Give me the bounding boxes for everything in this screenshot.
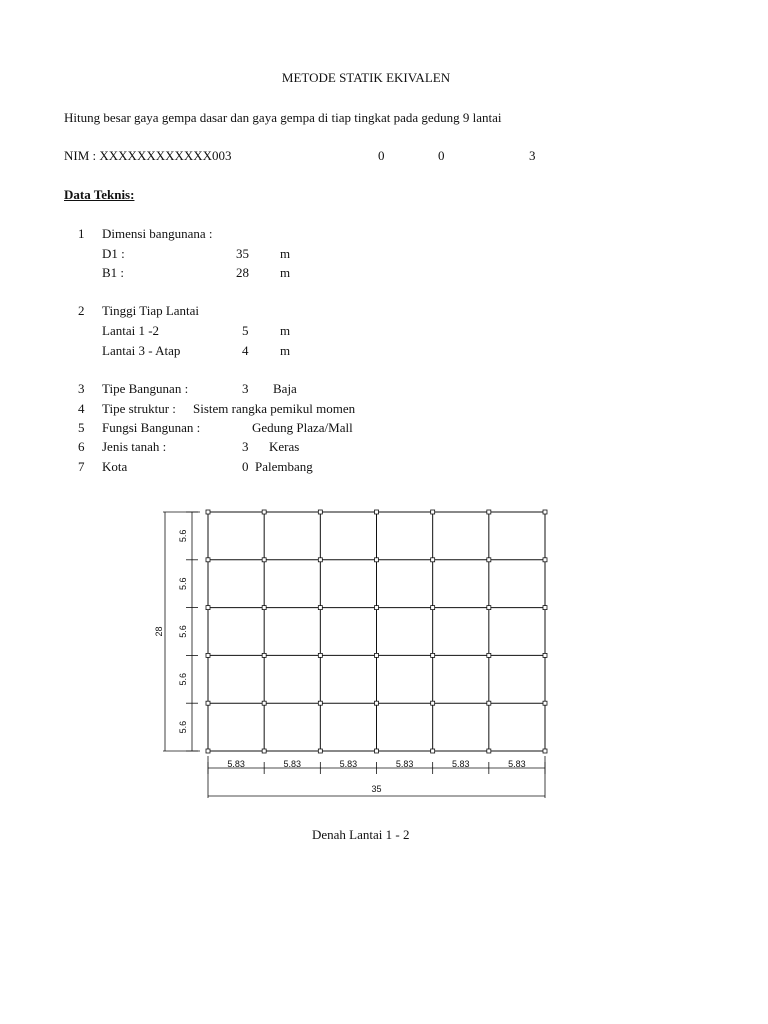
column-node	[206, 558, 210, 562]
column-node	[431, 510, 435, 514]
column-node	[375, 653, 379, 657]
item-number: 1	[78, 226, 85, 241]
column-node	[543, 606, 547, 610]
item-number: 7	[78, 459, 85, 474]
nim-label: NIM : XXXXXXXXXXXX003	[64, 148, 232, 163]
lantai-1-2-unit: m	[280, 323, 291, 338]
nim-digit-3: 3	[529, 148, 536, 163]
column-node	[543, 558, 547, 562]
column-node	[318, 558, 322, 562]
column-node	[318, 510, 322, 514]
column-node	[206, 653, 210, 657]
column-node	[375, 510, 379, 514]
lantai-1-2-label: Lantai 1 -2	[102, 323, 160, 338]
intro-text: Hitung besar gaya gempa dasar dan gaya gempa di tiap tingkat pada gedung 9 lantai	[64, 110, 502, 125]
item-number: 4	[78, 401, 85, 416]
section-heading: Data Teknis:	[64, 187, 135, 202]
column-node	[206, 606, 210, 610]
floor-plan-caption: Denah Lantai 1 - 2	[312, 827, 410, 842]
item-label: Dimensi bangunana :	[102, 226, 213, 241]
bay-width-label: 5.83	[508, 759, 526, 769]
column-node	[375, 606, 379, 610]
bay-width-label: 5.83	[395, 759, 414, 769]
item-label: Kota	[102, 459, 128, 474]
column-node	[262, 558, 266, 562]
d1-unit: m	[280, 246, 291, 261]
item-number: 6	[78, 439, 85, 454]
lantai-1-2-value: 5	[242, 323, 249, 338]
column-node	[375, 749, 379, 753]
item-description: Baja	[273, 381, 297, 396]
column-node	[487, 510, 491, 514]
d1-value: 35	[236, 246, 249, 261]
column-node	[262, 749, 266, 753]
column-node	[262, 701, 266, 705]
document-title: METODE STATIK EKIVALEN	[281, 70, 451, 85]
column-node	[262, 653, 266, 657]
bay-width-label: 5.83	[451, 759, 470, 769]
column-node	[206, 749, 210, 753]
b1-label: B1 :	[102, 265, 125, 280]
column-node	[318, 653, 322, 657]
bay-height-label: 5.6	[178, 673, 188, 686]
column-node	[375, 701, 379, 705]
column-node	[262, 510, 266, 514]
item-label: Jenis tanah :	[102, 439, 167, 454]
item-description: Gedung Plaza/Mall	[252, 420, 353, 435]
bay-height-label: 5.6	[178, 625, 188, 638]
b1-unit: m	[280, 265, 291, 280]
column-node	[543, 701, 547, 705]
column-node	[487, 749, 491, 753]
b1-value: 28	[236, 265, 249, 280]
item-number: 2	[78, 303, 85, 318]
item-description: Sistem rangka pemikul momen	[193, 401, 356, 416]
nim-digit-1: 0	[378, 148, 385, 163]
bay-height-label: 5.6	[178, 577, 188, 590]
column-node	[318, 749, 322, 753]
bay-width-label: 5.83	[339, 759, 358, 769]
column-node	[543, 510, 547, 514]
nim-digit-2: 0	[438, 148, 445, 163]
column-node	[431, 606, 435, 610]
item-label: Tipe struktur :	[102, 401, 176, 416]
bay-width-label: 5.83	[283, 759, 302, 769]
column-node	[431, 701, 435, 705]
column-node	[543, 653, 547, 657]
column-node	[543, 749, 547, 753]
total-width-label: 35	[371, 784, 382, 794]
item-description: Palembang	[255, 459, 313, 474]
column-node	[206, 701, 210, 705]
column-node	[206, 510, 210, 514]
lantai-3-atap-value: 4	[242, 343, 249, 358]
item-label: Fungsi Bangunan :	[102, 420, 201, 435]
item-label: Tinggi Tiap Lantai	[102, 303, 200, 318]
item-number: 3	[78, 381, 85, 396]
column-node	[318, 606, 322, 610]
item-number: 5	[78, 420, 85, 435]
d1-label: D1 :	[102, 246, 125, 261]
lantai-3-atap-unit: m	[280, 343, 291, 358]
column-node	[487, 701, 491, 705]
column-node	[318, 701, 322, 705]
bay-height-label: 5.6	[178, 529, 188, 543]
bay-width-label: 5.83	[227, 759, 245, 769]
lantai-3-atap-label: Lantai 3 - Atap	[102, 343, 181, 358]
item-label: Tipe Bangunan :	[102, 381, 189, 396]
item-value: 0	[242, 459, 249, 474]
column-node	[431, 558, 435, 562]
column-node	[487, 606, 491, 610]
item-description: Keras	[269, 439, 300, 454]
item-value: 3	[242, 381, 249, 396]
bay-height-label: 5.6	[178, 720, 188, 734]
column-node	[375, 558, 379, 562]
column-node	[431, 653, 435, 657]
column-node	[431, 749, 435, 753]
column-node	[262, 606, 266, 610]
column-node	[487, 558, 491, 562]
total-height-label: 28	[154, 626, 164, 637]
item-value: 3	[242, 439, 249, 454]
column-node	[487, 653, 491, 657]
